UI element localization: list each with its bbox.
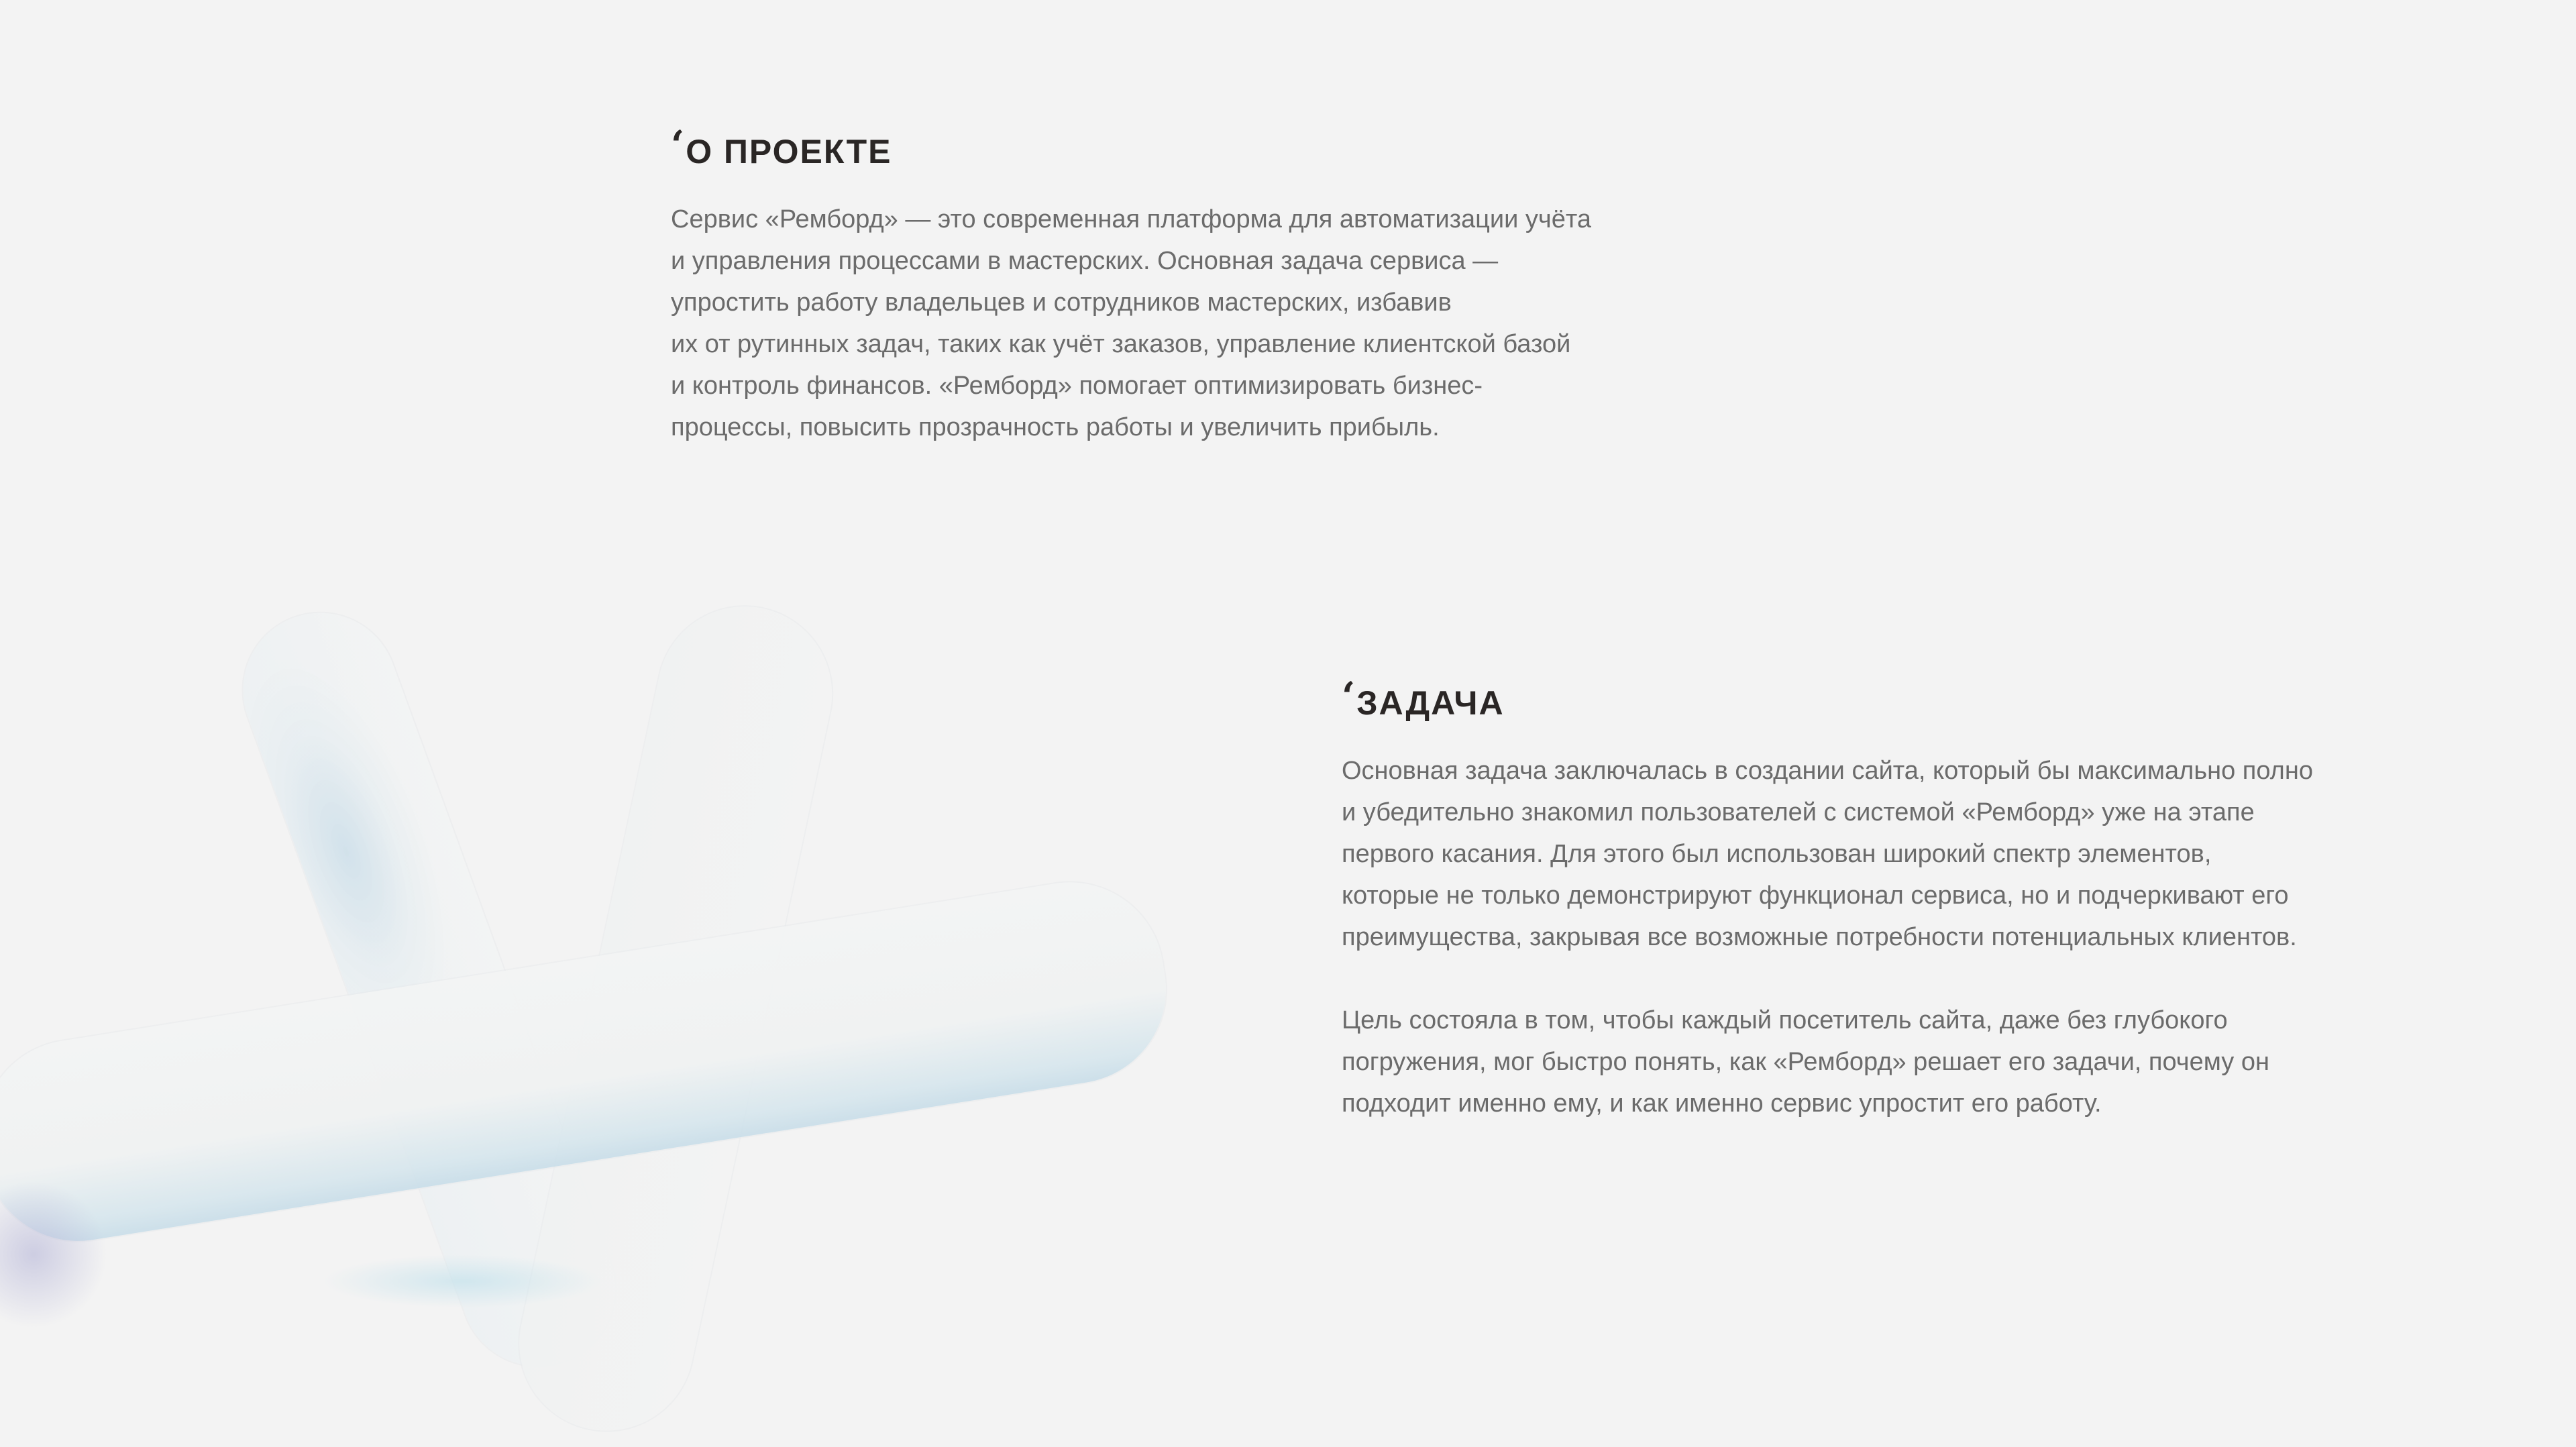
text-line: Сервис «Рембoрд» — это современная платформа для автоматизации учёта: [671, 205, 1591, 233]
text-line: первого касания. Для этого был использован широкий спектр элементов,: [1342, 840, 2212, 868]
about-title: О ПРОЕКТЕ: [686, 133, 892, 170]
task-section: [1342, 674, 2313, 1124]
quote-mark-icon: ‘: [671, 122, 685, 168]
decorative-3d-asterisk-icon: [0, 590, 1275, 1283]
text-line: подходит именно ему, и как именно сервис упростит его работу.: [1342, 1089, 2102, 1118]
text-line: которые не только демонстрируют функционал сервиса, но и подчеркивают его: [1342, 881, 2289, 910]
about-section: [671, 122, 1591, 448]
text-line: их от рутинных задач, таких как учёт заказов, управление клиентской базой: [671, 330, 1571, 358]
decor-tint-bottom-left: [0, 1181, 107, 1328]
text-line: и управления процессами в мастерских. Основная задача сервиса —: [671, 247, 1499, 275]
text-line: Цель состояла в том, чтобы каждый посетитель сайта, даже без глубокого: [1342, 1006, 2228, 1034]
text-line: упростить работу владельцев и сотрудников мастерских, избавив: [671, 288, 1452, 317]
task-paragraph-1: [1342, 750, 2313, 958]
text-line: преимущества, закрывая все возможные потребности потенциальных клиентов.: [1342, 923, 2297, 951]
text-line: погружения, мог быстро понять, как «Рембoрд» решает его задачи, почему он: [1342, 1048, 2269, 1076]
about-description: [671, 199, 1591, 448]
task-heading: [1342, 674, 2313, 723]
task-paragraph-2: [1342, 1000, 2313, 1124]
about-heading: [671, 122, 1591, 172]
decor-bar-right: [503, 590, 848, 1447]
text-line: Основная задача заключалась в создании сайта, который бы максимально полно: [1342, 757, 2313, 785]
text-line: и контроль финансов. «Рембoрд» помогает оптимизировать бизнес-: [671, 372, 1483, 400]
decor-tint-bottom-mid: [322, 1254, 604, 1308]
task-description: [1342, 750, 2313, 1124]
decor-bar-left: [221, 591, 637, 1388]
about-paragraph: [671, 199, 1591, 448]
quote-mark-icon: ‘: [1342, 674, 1356, 719]
task-title: ЗАДАЧА: [1356, 684, 1505, 722]
text-line: процессы, повысить прозрачность работы и увеличить прибыль.: [671, 413, 1440, 441]
decor-bar-horizontal: [0, 869, 1179, 1254]
text-line: и убедительно знакомил пользователей с системой «Рембoрд» уже на этапе: [1342, 798, 2255, 826]
